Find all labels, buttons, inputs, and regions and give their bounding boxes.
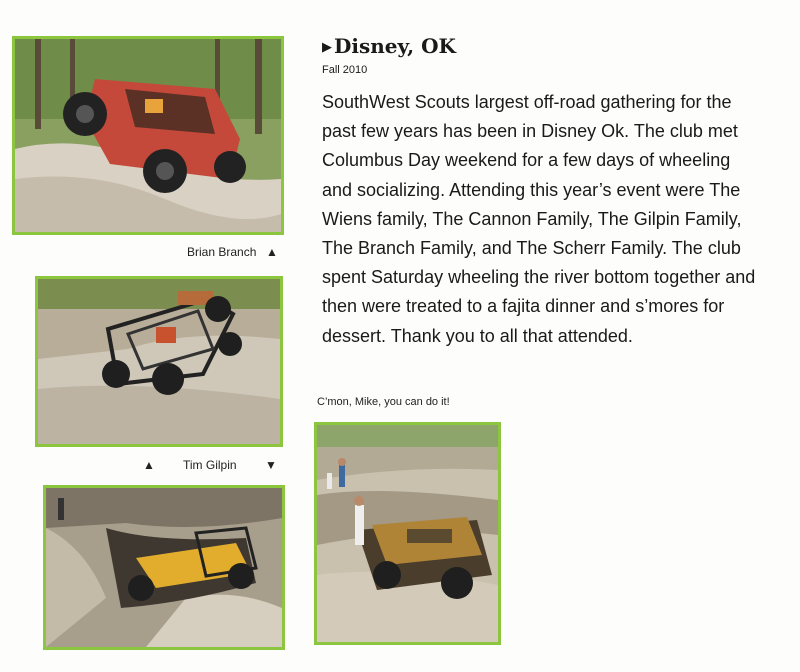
article-season: Fall 2010 — [322, 64, 368, 76]
triangle-right-icon: ▶ — [322, 40, 332, 55]
triangle-up-icon: ▲ — [266, 245, 278, 259]
triangle-up-icon: ▲ — [143, 458, 155, 472]
caption-brian-branch: Brian Branch — [187, 245, 257, 259]
photo-yellow-buggy — [43, 485, 285, 650]
photo-rock-buggy — [35, 276, 283, 447]
caption-mike: C’mon, Mike, you can do it! — [317, 396, 450, 408]
photo-mike-truck — [314, 422, 501, 645]
caption-tim-gilpin: Tim Gilpin — [183, 458, 237, 472]
triangle-down-icon: ▼ — [265, 458, 277, 472]
article-title — [322, 34, 456, 58]
article-title-text: Disney, OK — [334, 34, 456, 58]
article-body: SouthWest Scouts largest off-road gathering for the past few years has been in Disney Ok. The club met Columbus Day weekend for a few days of wheeling and socializing. Attending this year’s event were The Wiens family, The Cannon Family, The Gilpin Family, The Branch Family, and The Scherr Family. The club spent Saturday wheeling the river bottom together and then were treated to a fajita dinner and s’mores for dessert. Thank you to all that attended. — [322, 92, 756, 346]
photo-red-jeep — [12, 36, 284, 235]
